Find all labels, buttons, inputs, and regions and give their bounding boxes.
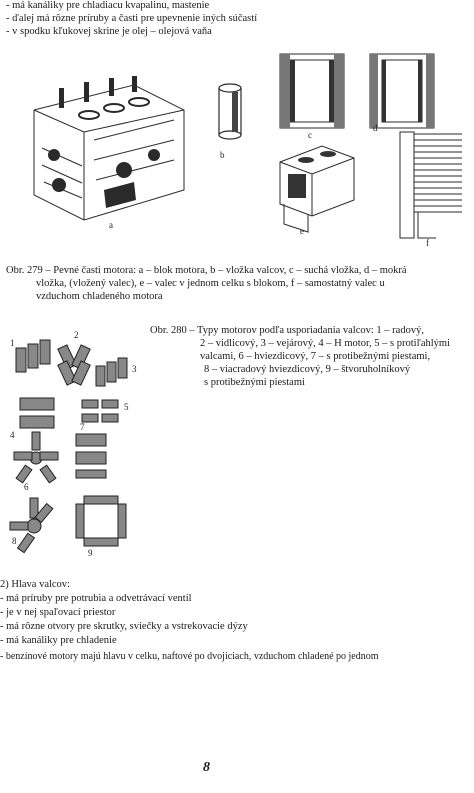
air-cooled-cylinder-drawing — [396, 128, 466, 248]
fig280-label-4: 4 — [10, 430, 15, 440]
fig280-label-9: 9 — [88, 548, 93, 558]
fig279-caption-line3: vzduchom chladeného motora — [36, 291, 163, 302]
fig280-label-5: 5 — [124, 402, 129, 412]
section2-item-4: - má kanáliky pre chladenie — [0, 635, 117, 646]
fig280-label-6: 6 — [24, 482, 29, 492]
section2-item-5: - benzínové motory majú hlavu v celku, naftové po dvojiciach, vzduchom chladené po jednom — [0, 651, 379, 662]
page-number: 8 — [203, 760, 210, 775]
section2-item-3: - má rôzne otvory pre skrutky, sviečky a vstrekovacie dýzy — [0, 621, 248, 632]
fig280-caption-line2: 2 – vidlicový, 3 – vejárový, 4 – H motor, 5 – s protiľahlými — [200, 338, 450, 349]
fig279-label-d: d — [373, 123, 378, 133]
integral-cylinder-drawing — [272, 142, 362, 237]
cylinder-liner-drawing — [212, 80, 252, 165]
fig280-caption-line4: 8 – viacradový hviezdicový, 9 – štvoruholníkový — [204, 364, 411, 375]
fig279-label-c: c — [308, 130, 312, 140]
fig279-caption-line2: vložka, (vložený valec), e – valec v jednom celku s blokom, f – samostatný valec u — [36, 278, 385, 289]
cylinder-arrangements-drawing — [4, 326, 144, 558]
fig280-caption-line5: s protibežnými piestami — [204, 377, 305, 388]
dry-liner-drawing — [278, 52, 348, 142]
fig279-label-a: a — [109, 220, 113, 230]
fig280-caption-line3: valcami, 6 – hviezdicový, 7 – s protibežnými piestami, — [200, 351, 431, 362]
fig280-label-8: 8 — [12, 536, 17, 546]
fig280-caption-line1: Obr. 280 – Typy motorov podľa usporiadania valcov: 1 – radový, — [150, 325, 424, 336]
top-list-item-2: - ďalej má rôzne príruby a časti pre upevnenie iných súčastí — [6, 13, 258, 24]
fig279-caption-line1: Obr. 279 – Pevné časti motora: a – blok motora, b – vložka valcov, c – suchá vložka, d – mokrá — [6, 265, 407, 276]
section2-item-2: - je v nej spaľovací priestor — [0, 607, 116, 618]
fig280-label-7: 7 — [80, 422, 85, 432]
fig280-label-3: 3 — [132, 364, 137, 374]
fig280-label-1: 1 — [10, 338, 15, 348]
fig280-label-2: 2 — [74, 330, 79, 340]
fig279-label-f: f — [426, 238, 429, 248]
section2-item-1: - má príruby pre potrubia a odvetrávací ventil — [0, 593, 192, 604]
top-list-item-3: - v spodku kľukovej skrine je olej – olejová vaňa — [6, 26, 212, 37]
fig279-label-b: b — [220, 150, 225, 160]
top-list-item-1: - má kanáliky pre chladiacu kvapalinu, mastenie — [6, 0, 210, 11]
section2-heading: 2) Hlava valcov: — [0, 579, 70, 590]
engine-block-drawing — [14, 70, 194, 235]
fig279-label-e: e — [300, 226, 304, 236]
